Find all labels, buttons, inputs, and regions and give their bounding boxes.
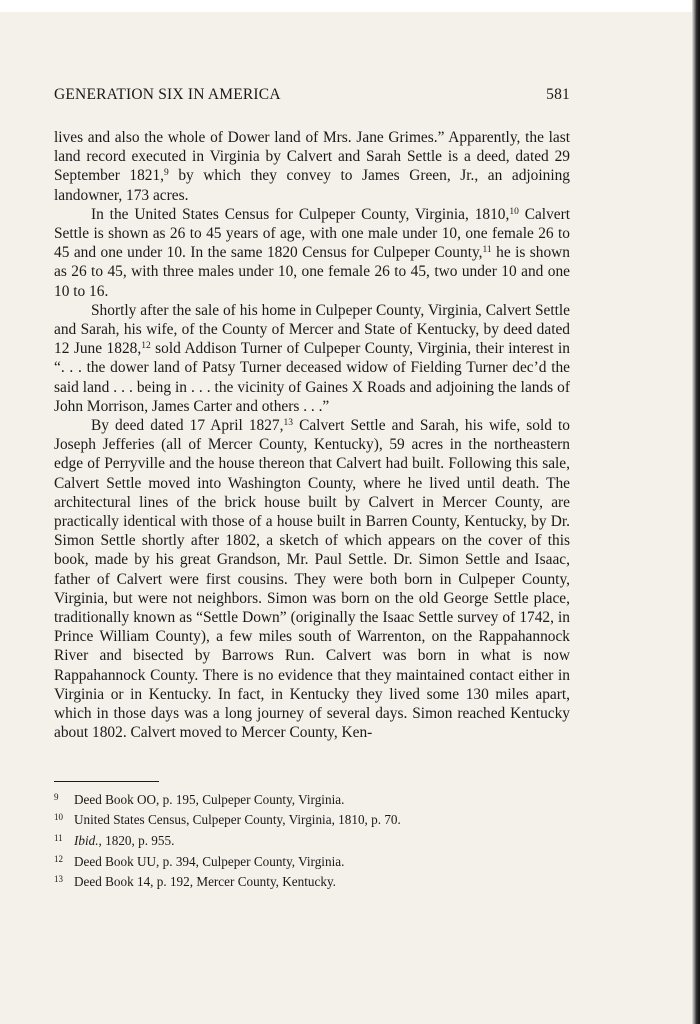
footnote-number: 13 [54, 874, 63, 885]
footnote-number: 9 [54, 791, 59, 802]
footnote-number: 12 [54, 853, 63, 864]
text-run: by which they convey to James Green, Jr., an adjoining landowner, 173 acres. [54, 167, 570, 204]
running-head [54, 86, 570, 104]
text-run: In the United States Census for Culpeper County, Virginia, 1810, [91, 205, 510, 223]
footnotes [54, 790, 570, 894]
footnote-text [74, 831, 570, 852]
body-text [54, 128, 570, 743]
footnote [54, 790, 570, 811]
footnote-rule [54, 781, 159, 782]
footnote-text [74, 810, 570, 831]
scan-top-edge [0, 0, 700, 12]
text-run: Deed Book OO, p. 195, Culpeper County, Virginia. [74, 791, 345, 807]
running-head-title: GENERATION SIX IN AMERICA [54, 86, 281, 103]
footnote-number: 11 [54, 832, 63, 843]
footnote [54, 872, 570, 893]
footnote-number: 10 [54, 812, 63, 823]
italic-text: Ibid. [74, 832, 99, 848]
footnote [54, 810, 570, 831]
text-run: Calvert Settle and Sarah, his wife, sold to Joseph Jefferies (all of Mercer County, Kentucky), 59 acres in the northeastern edge of Perryville and the house thereon that Calvert had built. Following this sale, Calvert Settle moved into Washington County, where he lived until death. The architectural lines of the brick house built by Calvert in Mercer County, are practically identical with those of a house built in Barren County, Kentucky, by Dr. Simon Settle shortly after 1802, a sketch of which appears on the cover of this book, made by his great Grandson, Mr. Paul Settle. Dr. Simon Settle and Isaac, father of Calvert were first cousins. They were both born in Culpeper County, Virginia, but were not neighbors. Simon was born on the old George Settle place, traditionally known as “Settle Down” (originally the Isaac Settle survey of 1742, in Prince William County), a few miles south of Warrenton, on the Rappahannock River and bisected by Barrows Run. Calvert was born in what is now Rappahannock County. There is no evidence that they maintained contact either in Virginia or in Kentucky. In fact, in Kentucky they lived some 130 miles apart, which in those days was a long journey of several days. Simon reached Kentucky about 1802. Calvert moved to Mercer County, Ken- [54, 417, 570, 742]
page-number: 581 [546, 86, 570, 103]
footnote-text [74, 872, 570, 893]
text-run: Shortly after the sale of his home in Culpeper County, Virginia, Calvert Settle and Sarah, his wife, of the County of Mercer and State of Kentucky, by deed dated 12 June 1828, [54, 301, 570, 358]
footnote [54, 852, 570, 873]
text-run: sold Addison Turner of Culpeper County, Virginia, their interest in “. . . the dower land of Patsy Turner deceased widow of Fielding Turner dec’d the said land . . . being in . . . the vicinity of Gaines X Roads and adjoining the lands of John Morrison, James Carter and others . . .” [54, 340, 570, 415]
paragraph [54, 416, 570, 742]
text-run: lives and also the whole of Dower land of Mrs. Jane Grimes.” Apparently, the last land record executed in Virginia by Calvert and Sarah Settle is a deed, dated 29 September 1821, [54, 129, 570, 185]
footnote-ref: 9 [164, 168, 169, 179]
text-run: Calvert Settle is shown as 26 to 45 years of age, with one male under 10, one female 26 to 45 and one under 10. In the same 1820 Census for Culpeper County, [54, 205, 570, 262]
text-run: , 1820, p. 955. [98, 832, 175, 848]
paragraph [54, 205, 570, 301]
paragraph [54, 128, 570, 205]
book-page [54, 86, 570, 893]
footnote-ref: 12 [141, 341, 151, 352]
paragraph [54, 301, 570, 416]
text-run: Deed Book UU, p. 394, Culpeper County, Virginia. [74, 853, 345, 869]
footnote-text [74, 790, 570, 811]
footnote-text [74, 852, 570, 873]
footnote-ref: 11 [482, 245, 492, 256]
text-run: By deed dated 17 April 1827, [91, 417, 284, 435]
text-run: Deed Book 14, p. 192, Mercer County, Kentucky. [74, 874, 336, 890]
footnote-ref: 13 [283, 418, 293, 429]
footnote [54, 831, 570, 852]
footnote-ref: 10 [509, 206, 519, 217]
text-run: he is shown as 26 to 45, with three males under 10, one female 26 to 45, two under 10 and one 10 to 16. [54, 244, 570, 300]
scan-right-edge [692, 0, 700, 1024]
text-run: United States Census, Culpeper County, Virginia, 1810, p. 70. [74, 812, 401, 828]
